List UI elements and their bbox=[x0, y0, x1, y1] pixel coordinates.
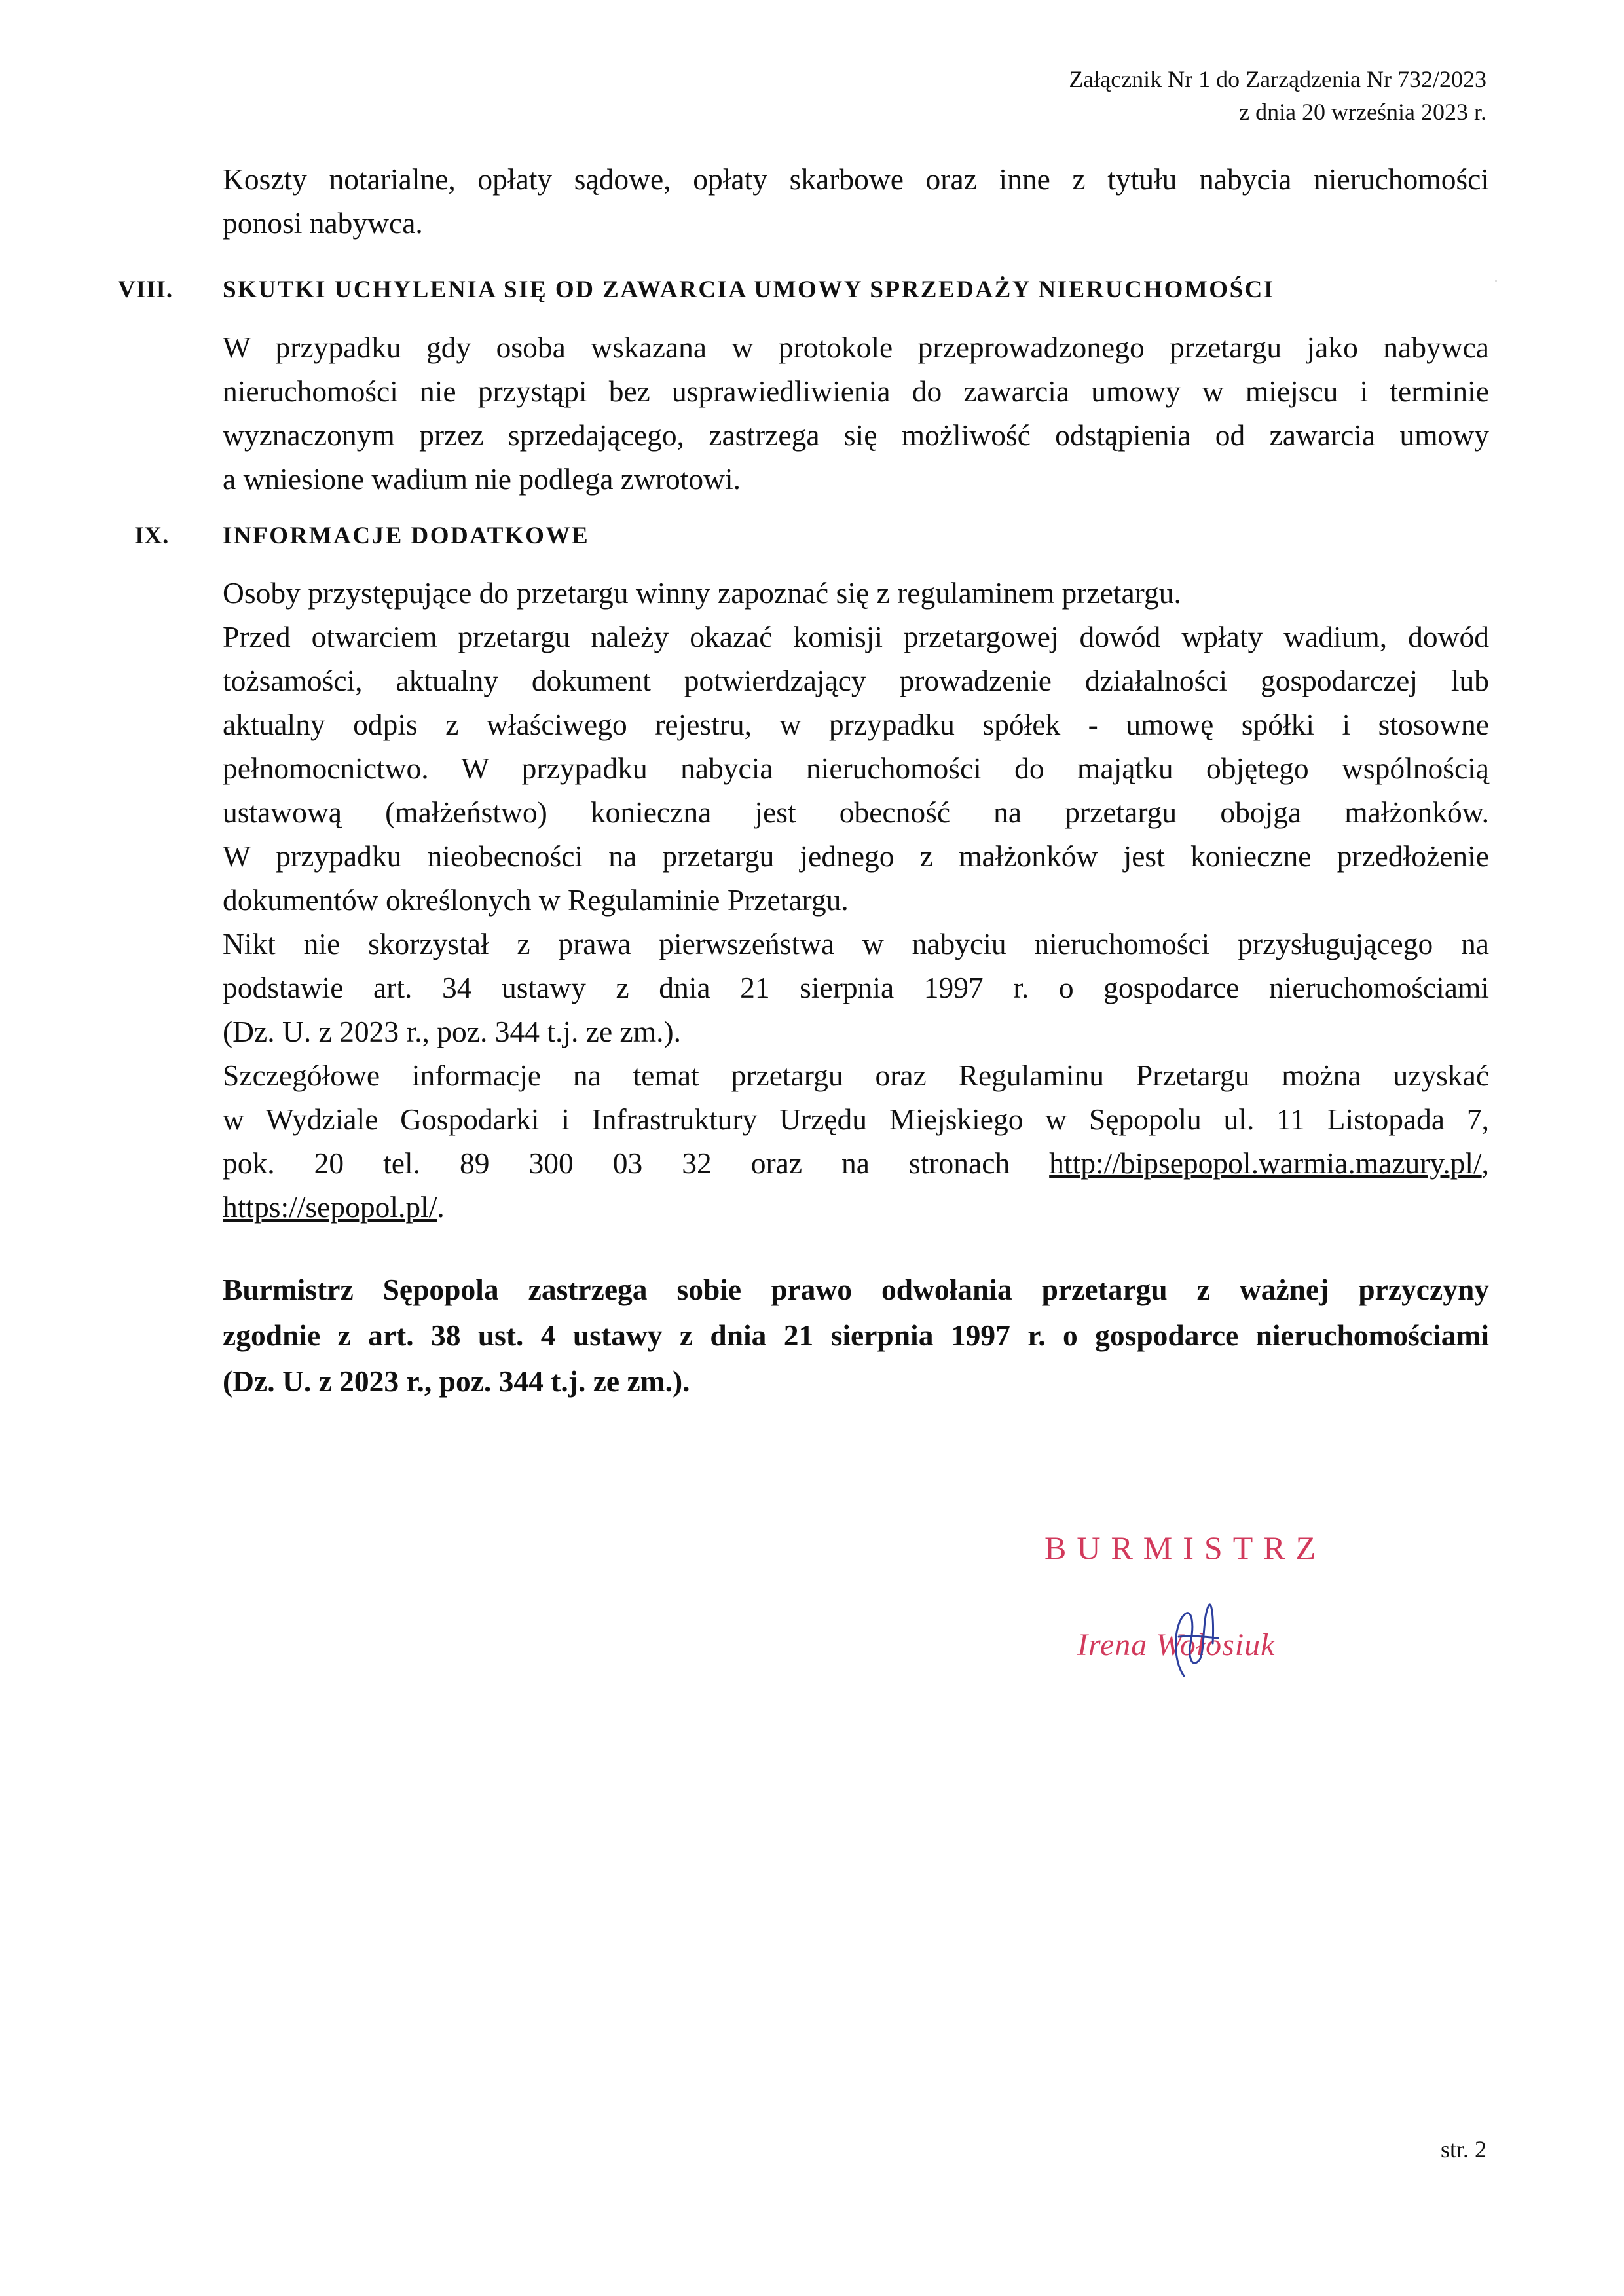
text-line bbox=[223, 1141, 1489, 1185]
text-line: ustawową (małżeństwo) konieczna jest obecność na przetargu obojga małżonków. bbox=[223, 795, 1489, 829]
text-line bbox=[223, 1185, 1489, 1229]
section-number: IX. bbox=[134, 522, 170, 549]
section-viii-paragraph bbox=[223, 325, 1489, 501]
text-line: (Dz. U. z 2023 r., poz. 344 t.j. ze zm.). bbox=[223, 1015, 682, 1048]
attachment-date: z dnia 20 września 2023 r. bbox=[1239, 99, 1486, 125]
stamp-name: Irena Wołosiuk bbox=[1077, 1628, 1276, 1662]
text-line: wyznaczonym przez sprzedającego, zastrzega się możliwość odstąpienia od zawarcia umowy bbox=[223, 418, 1489, 452]
mayor-stamp bbox=[1044, 1529, 1327, 1662]
section-title: INFORMACJE DODATKOWE bbox=[223, 522, 590, 549]
text-line: ponosi nabywca. bbox=[223, 206, 423, 240]
page-number: str. 2 bbox=[1440, 2136, 1486, 2162]
section-number: VIII. bbox=[118, 276, 174, 303]
link-separator: , bbox=[1481, 1146, 1490, 1180]
text-line: zgodnie z art. 38 ust. 4 ustawy z dnia 21 sierpnia 1997 r. o gospodarce nieruchomościami bbox=[223, 1319, 1489, 1352]
scan-artifact bbox=[1495, 280, 1497, 282]
attachment-reference: Załącznik Nr 1 do Zarządzenia Nr 732/2023 bbox=[1069, 66, 1486, 92]
text-line: dokumentów określonych w Regulaminie Przetargu. bbox=[223, 883, 849, 917]
website-link[interactable]: https://sepopol.pl/ bbox=[223, 1190, 437, 1224]
cancellation-notice bbox=[223, 1267, 1489, 1404]
contact-text: pok. 20 tel. 89 300 03 32 oraz na stronach bbox=[223, 1146, 1010, 1180]
text-line: nieruchomości nie przystąpi bez usprawiedliwienia do zawarcia umowy w miejscu i terminie bbox=[223, 374, 1489, 408]
intro-paragraph bbox=[223, 157, 1489, 245]
handwritten-signature bbox=[1166, 1597, 1238, 1689]
text-line: Osoby przystępujące do przetargu winny zapoznać się z regulaminem przetargu. bbox=[223, 576, 1181, 610]
sentence-end: . bbox=[437, 1190, 445, 1224]
text-line: Przed otwarciem przetargu należy okazać komisji przetargowej dowód wpłaty wadium, dowód bbox=[223, 620, 1489, 653]
section-ix-paragraph-4 bbox=[223, 1053, 1489, 1229]
stamp-title: BURMISTRZ bbox=[1044, 1529, 1327, 1566]
section-title: SKUTKI UCHYLENIA SIĘ OD ZAWARCIA UMOWY SPRZEDAŻY NIERUCHOMOŚCI bbox=[223, 276, 1275, 303]
text-line: podstawie art. 34 ustawy z dnia 21 sierpnia 1997 r. o gospodarce nieruchomościami bbox=[223, 971, 1489, 1004]
section-ix-paragraph-1 bbox=[223, 571, 1489, 615]
section-ix-paragraph-3 bbox=[223, 922, 1489, 1053]
text-line: W przypadku gdy osoba wskazana w protokole przeprowadzonego przetargu jako nabywca bbox=[223, 331, 1489, 364]
text-line: Koszty notarialne, opłaty sądowe, opłaty skarbowe oraz inne z tytułu nabycia nieruchomości bbox=[223, 162, 1489, 196]
document-header bbox=[1069, 63, 1486, 128]
text-line: aktualny odpis z właściwego rejestru, w przypadku spółek - umowę spółki i stosowne bbox=[223, 708, 1489, 741]
text-line: Nikt nie skorzystał z prawa pierwszeństwa w nabyciu nieruchomości przysługującego na bbox=[223, 927, 1489, 960]
section-ix-paragraph-2 bbox=[223, 615, 1489, 922]
text-line: pełnomocnictwo. W przypadku nabycia nieruchomości do majątku objętego wspólnością bbox=[223, 752, 1489, 785]
text-line: Szczegółowe informacje na temat przetargu oraz Regulaminu Przetargu można uzyskać bbox=[223, 1059, 1489, 1092]
text-line: tożsamości, aktualny dokument potwierdzający prowadzenie działalności gospodarczej lub bbox=[223, 664, 1489, 697]
bip-link[interactable]: http://bipsepopol.warmia.mazury.pl/ bbox=[1049, 1146, 1482, 1180]
text-line: Burmistrz Sępopola zastrzega sobie prawo odwołania przetargu z ważnej przyczyny bbox=[223, 1273, 1489, 1306]
text-line: (Dz. U. z 2023 r., poz. 344 t.j. ze zm.). bbox=[223, 1364, 690, 1398]
text-line: W przypadku nieobecności na przetargu jednego z małżonków jest konieczne przedłożenie bbox=[223, 839, 1489, 873]
text-line: w Wydziale Gospodarki i Infrastruktury Urzędu Miejskiego w Sępopolu ul. 11 Listopada 7, bbox=[223, 1102, 1489, 1136]
text-line: a wniesione wadium nie podlega zwrotowi. bbox=[223, 462, 741, 496]
